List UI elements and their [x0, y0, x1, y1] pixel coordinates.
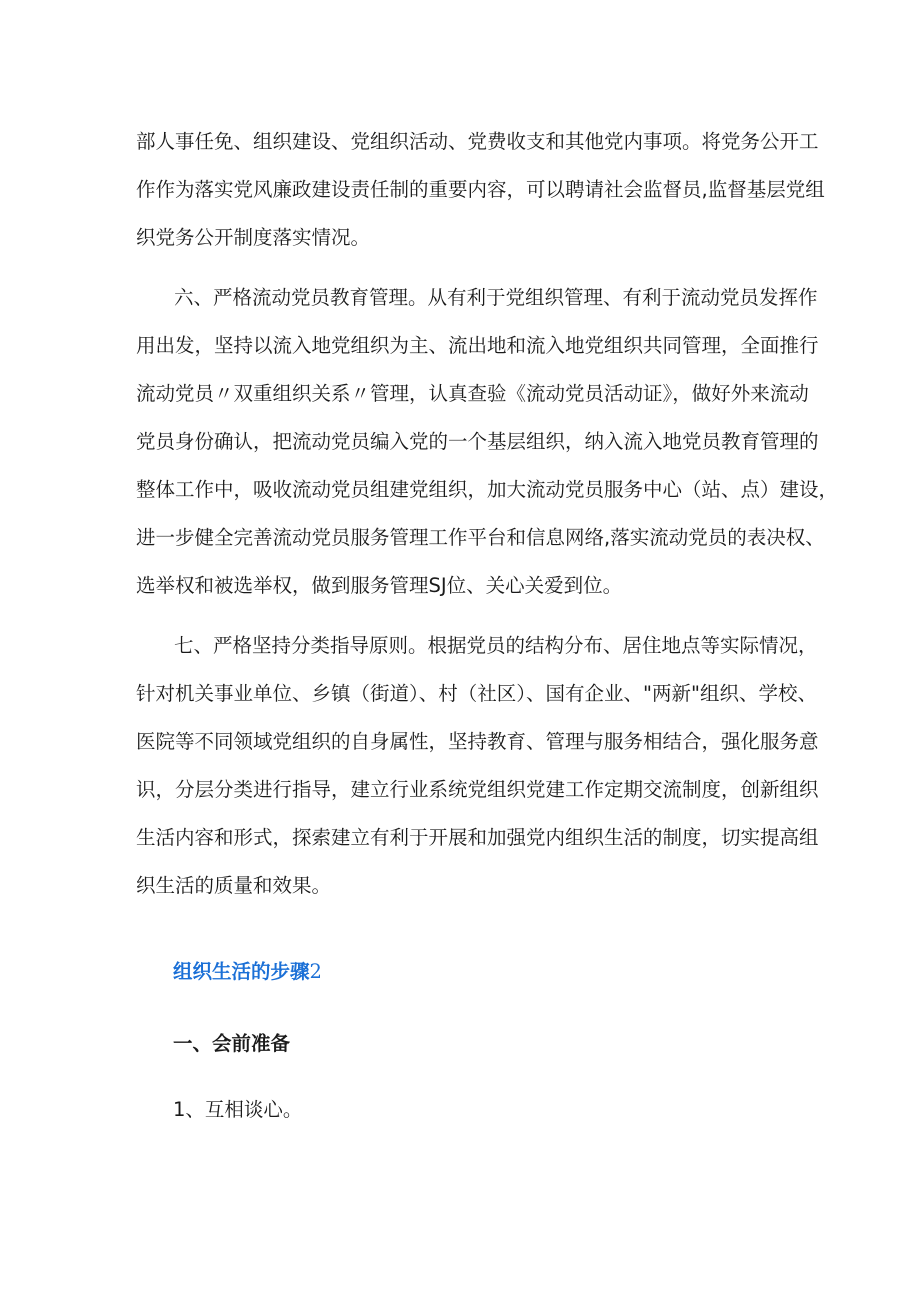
paragraph-line: 进一步健全完善流动党员服务管理工作平台和信息网络,落实流动党员的表决权、: [136, 526, 825, 549]
paragraph-line: 医院等不同领域党组织的自身属性，坚持教育、管理与服务相结合，强化服务意: [136, 730, 819, 753]
paragraph-line: 部人事任免、组织建设、党组织活动、党费收支和其他党内事项。将党务公开工: [136, 130, 819, 153]
paragraph-line: 针对机关事业单位、乡镇（街道）、村（社区）、国有企业、"两新"组织、学校、: [136, 682, 817, 705]
paragraph-line: 流动党员〃双重组织关系〃管理，认真查验《流动党员活动证》，做好外来流动: [136, 382, 809, 405]
paragraph-mobile-members: [136, 274, 839, 610]
paragraph-line: 整体工作中，吸收流动党员组建党组织，加大流动党员服务中心（站、点）建设，: [136, 478, 839, 501]
paragraph-line: 识，分层分类进行指导，建立行业系统党组织党建工作定期交流制度，创新组织: [136, 778, 819, 801]
paragraph-line: 织生活的质量和效果。: [136, 874, 332, 897]
list-item: 1、互相谈心。: [173, 1098, 303, 1121]
paragraph-line: 选举权和被选举权，做到服务管理SJ位、关心关爱到位。: [136, 574, 623, 597]
paragraph-line: 生活内容和形式，探索建立有利于开展和加强党内组织生活的制度，切实提高组: [136, 826, 819, 849]
paragraph-line: 织党务公开制度落实情况。: [136, 226, 371, 249]
section-heading: [173, 952, 322, 992]
paragraph-line: 六、严格流动党员教育管理。从有利于党组织管理、有利于流动党员发挥作: [174, 286, 818, 309]
section-heading-number: 2: [309, 960, 322, 983]
paragraph-line: 党员身份确认，把流动党员编入党的一个基层组织，纳入流入地党员教育管理的: [136, 430, 819, 453]
paragraph-line: 用出发，坚持以流入地党组织为主、流出地和流入地党组织共同管理，全面推行: [136, 334, 819, 357]
paragraph-party-affairs-disclosure: [136, 118, 825, 262]
section-heading-text: 组织生活的步骤: [173, 960, 310, 983]
paragraph-classified-guidance: [136, 622, 819, 910]
subheading: 一、会前准备: [173, 1032, 291, 1055]
paragraph-line: 作作为落实党风廉政建设责任制的重要内容，可以聘请社会监督员,监督基层党组: [136, 178, 825, 201]
paragraph-line: 七、严格坚持分类指导原则。根据党员的结构分布、居住地点等实际情况，: [174, 634, 818, 657]
